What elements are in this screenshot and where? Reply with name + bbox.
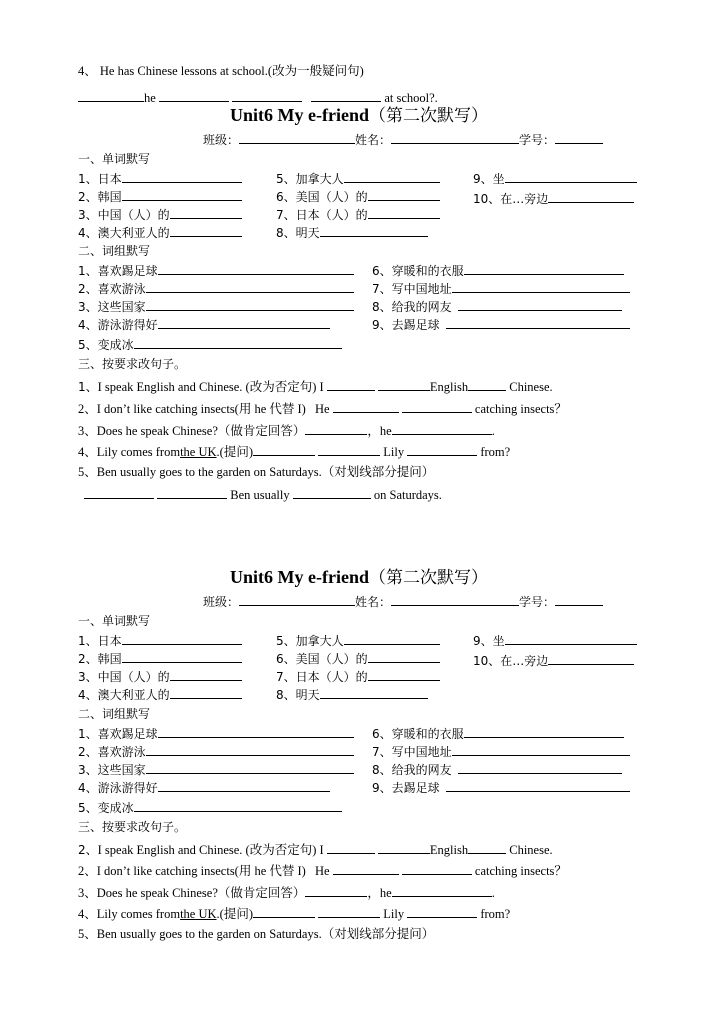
word-item: 3、中国（人）的 xyxy=(78,206,242,223)
phrase-item: 4、游泳游得好 xyxy=(78,316,330,333)
word-item: 5、加拿大人 xyxy=(276,632,440,649)
word-item: 9、坐 xyxy=(473,170,637,187)
phrase-item: 4、游泳游得好 xyxy=(78,779,330,796)
word-item: 4、澳大利亚人的 xyxy=(78,224,242,241)
word-item: 10、在…旁边 xyxy=(473,652,634,669)
class-field[interactable] xyxy=(239,131,355,144)
phrase-item: 1、喜欢踢足球 xyxy=(78,725,354,742)
word-item: 2、韩国 xyxy=(78,188,242,205)
word-item: 7、日本（人）的 xyxy=(276,206,440,223)
answer-blank[interactable] xyxy=(78,89,144,102)
phrase-item: 8、给我的网友 xyxy=(372,761,622,778)
word-item: 9、坐 xyxy=(473,632,637,649)
word-item: 5、加拿大人 xyxy=(276,170,440,187)
phrase-item: 5、变成冰 xyxy=(78,799,342,816)
name-field[interactable] xyxy=(391,131,519,144)
sentence-4: 4、Lily comes fromthe UK.(提问) Lily from? xyxy=(78,907,511,921)
sentence-5: 5、Ben usually goes to the garden on Saturdays.（对划线部分提问） xyxy=(78,465,435,479)
word-item: 3、中国（人）的 xyxy=(78,668,242,685)
sentence-5-answer: Ben usually on Saturdays. xyxy=(84,486,442,503)
top-question-4: 4、 He has Chinese lessons at school.(改为一般疑问句) xyxy=(78,64,364,78)
sentence-3: 3、Does he speak Chinese?（做肯定回答） ，he . xyxy=(78,424,495,438)
phrase-item: 1、喜欢踢足球 xyxy=(78,262,354,279)
word-item: 8、明天 xyxy=(276,686,428,703)
number-field[interactable] xyxy=(555,593,603,606)
word-item: 6、美国（人）的 xyxy=(276,188,440,205)
phrase-item: 9、去踢足球 xyxy=(372,779,630,796)
answer-blank[interactable] xyxy=(232,89,302,102)
phrase-item: 3、这些国家 xyxy=(78,298,354,315)
answer-blank[interactable] xyxy=(159,89,229,102)
phrase-item: 9、去踢足球 xyxy=(372,316,630,333)
answer-word: at school?. xyxy=(384,91,438,105)
sentence-5: 5、Ben usually goes to the garden on Saturdays.（对划线部分提问） xyxy=(78,927,435,941)
phrase-item: 2、喜欢游泳 xyxy=(78,280,354,297)
worksheet-title: Unit6 My e-friend（第二次默写） xyxy=(230,105,488,126)
number-field[interactable] xyxy=(555,131,603,144)
word-item: 1、日本 xyxy=(78,170,242,187)
section-sentences-heading: 三、按要求改句子。 xyxy=(78,357,187,371)
phrase-item: 3、这些国家 xyxy=(78,761,354,778)
phrase-item: 7、写中国地址 xyxy=(372,743,630,760)
word-item: 10、在…旁边 xyxy=(473,190,634,207)
sentence-2: 2、I don’t like catching insects(用 he 代替 I) He catching insects？ xyxy=(78,402,567,416)
phrase-item: 2、喜欢游泳 xyxy=(78,743,354,760)
sentence-1: 1、I speak English and Chinese. (改为否定句) I English Chinese. xyxy=(78,380,553,394)
word-item: 4、澳大利亚人的 xyxy=(78,686,242,703)
phrase-item: 6、穿暖和的衣服 xyxy=(372,725,624,742)
word-item: 6、美国（人）的 xyxy=(276,650,440,667)
section-phrases-heading: 二、词组默写 xyxy=(78,707,151,721)
header-fields: 班级： 姓名： 学号： xyxy=(203,131,603,148)
answer-word: he xyxy=(144,91,156,105)
sentence-1: 2、I speak English and Chinese. (改为否定句) I English Chinese. xyxy=(78,843,553,857)
phrase-item: 8、给我的网友 xyxy=(372,298,622,315)
section-sentences-heading: 三、按要求改句子。 xyxy=(78,820,187,834)
header-fields: 班级： 姓名： 学号： xyxy=(203,593,603,610)
word-item: 8、明天 xyxy=(276,224,428,241)
word-item: 7、日本（人）的 xyxy=(276,668,440,685)
class-field[interactable] xyxy=(239,593,355,606)
name-field[interactable] xyxy=(391,593,519,606)
sentence-2: 2、I don’t like catching insects(用 he 代替 I) He catching insects？ xyxy=(78,864,567,878)
phrase-item: 5、变成冰 xyxy=(78,336,342,353)
word-item: 1、日本 xyxy=(78,632,242,649)
sentence-4: 4、Lily comes fromthe UK.(提问) Lily from? xyxy=(78,445,511,459)
section-words-heading: 一、单词默写 xyxy=(78,614,151,628)
answer-blank[interactable] xyxy=(311,89,381,102)
word-item: 2、韩国 xyxy=(78,650,242,667)
sentence-3: 3、Does he speak Chinese?（做肯定回答） ，he . xyxy=(78,886,495,900)
phrase-item: 7、写中国地址 xyxy=(372,280,630,297)
section-phrases-heading: 二、词组默写 xyxy=(78,244,151,258)
section-words-heading: 一、单词默写 xyxy=(78,152,151,166)
phrase-item: 6、穿暖和的衣服 xyxy=(372,262,624,279)
worksheet-title-copy: Unit6 My e-friend（第二次默写） xyxy=(230,567,488,588)
